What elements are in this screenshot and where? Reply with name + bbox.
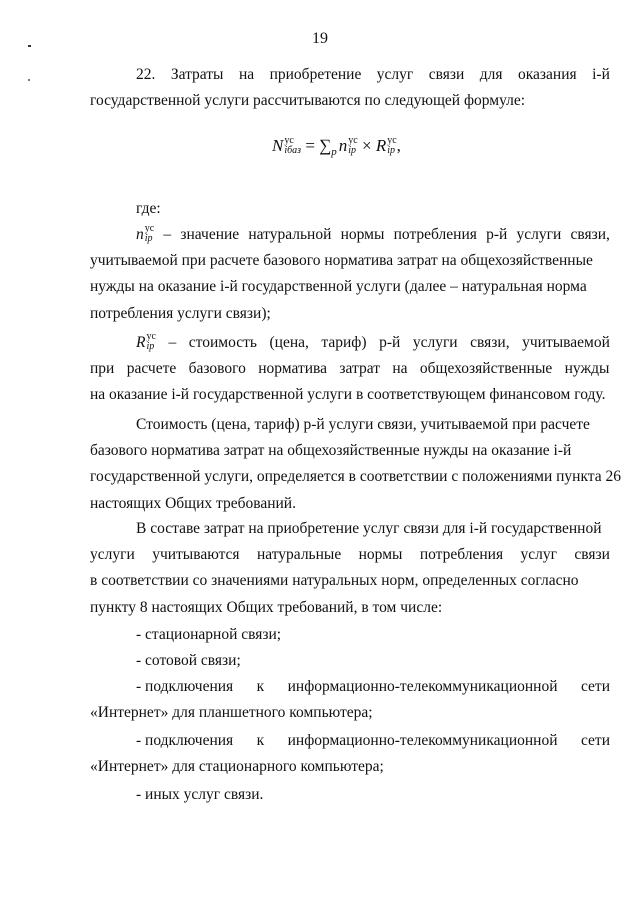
services-list [90,648,610,674]
paragraph-composition-line-2: услуги учитываются натуральные нормы потребления услуг связи [90,546,610,564]
list-item: - иных услуг связи. [136,786,264,803]
definition-n [90,222,610,327]
paragraph-intro-line-2: государственной услуги рассчитываются по следующей формуле: [90,92,526,110]
paragraph-cost-line-3: государственной услуги, определяется в соответствии с положениями пункта 26 [90,468,621,486]
paragraph-cost-line-4: настоящих Общих требований. [90,494,296,512]
paragraph-intro [90,62,610,114]
definition-r-line-3: на оказание i-й государственной услуги в соответствующем финансовом году. [90,386,606,404]
paragraph-composition-line-1: В составе затрат на приобретение услуг связи для i-й государственной [136,520,602,537]
paragraph-cost-line-2: базового норматива затрат на общехозяйственные нужды на оказание i-й [90,442,572,460]
where-label: где: [136,200,161,217]
list-item: - подключения к информационно-телекоммуникационной сети [136,678,610,695]
definition-n-line-3: нужды на оказание i-й государственной услуги (далее – натуральная норма [90,278,587,296]
definition-r-line-2: при расчете базового норматива затрат на общехозяйственные нужды [90,360,610,378]
paragraph-composition-line-4: пункту 8 настоящих Общих требований, в том числе: [90,598,443,616]
paragraph-composition-line-3: в соответствии со значениями натуральных норм, определенных согласно [90,572,579,590]
paragraph-cost-line-1: Стоимость (цена, тариф) р-й услуги связи, учитываемой при расчете [136,416,590,433]
services-list [90,674,610,726]
list-item: - сотовой связи; [136,652,241,669]
paragraph-intro-line-1: 22. Затраты на приобретение услуг связи для оказания i-й [136,66,610,83]
paragraph-cost [90,412,621,517]
definition-n-line-1: n ус ip – значение натуральной нормы потребления р-й услуги связи, [136,223,610,245]
services-list [90,782,610,808]
services-list [90,728,610,780]
scan-mark [28,79,30,81]
services-list [90,622,610,648]
list-item: - стационарной связи; [136,626,282,643]
definition-r [90,330,610,409]
list-item-continuation: «Интернет» для планшетного компьютера; [90,704,373,722]
paragraph-composition [90,516,610,621]
formula: N ус iбаз = $\sum_p$ n ус ip × R ус ip , [272,135,401,158]
definition-n-line-4: потребления услуги связи); [90,304,271,322]
page-number: 19 [312,30,328,47]
definition-n-line-2: учитываемой при расчете базового норматива затрат на общехозяйственные [90,252,593,270]
list-item: - подключения к информационно-телекоммуникационной сети [136,732,610,749]
definition-r-line-1: R ус ip – стоимость (цена, тариф) р-й услуги связи, учитываемой [136,331,610,353]
list-item-continuation: «Интернет» для стационарного компьютера; [90,758,384,776]
